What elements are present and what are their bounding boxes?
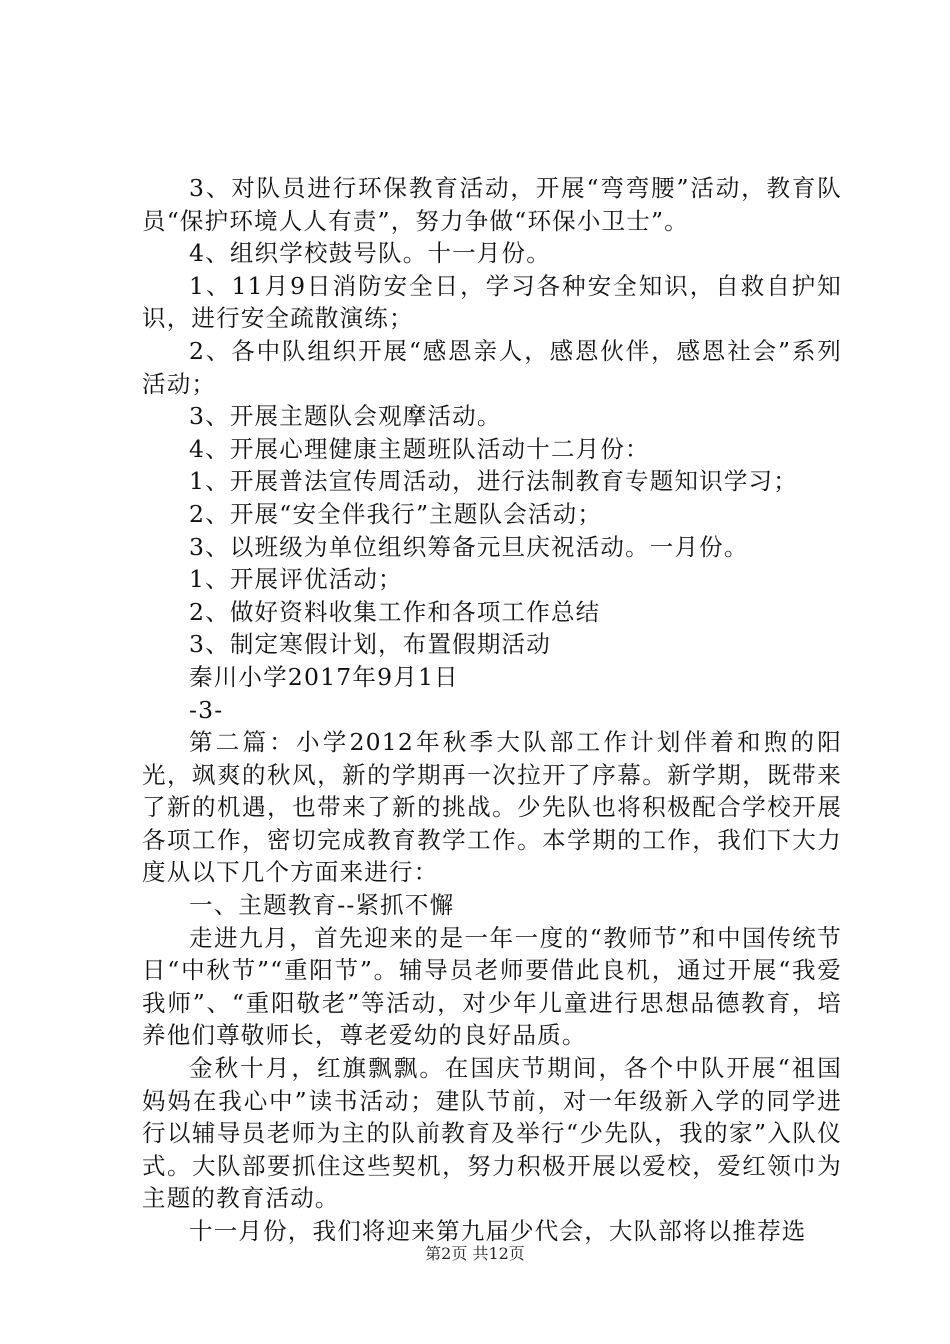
paragraph: 1、开展普法宣传周活动，进行法制教育专题知识学习； (189, 467, 798, 496)
paragraph: 走进九月，首先迎来的是一年一度的“教师节”和中国传统节日“中秋节”“重阳节”。辅导员老师要借此良机，通过开展“我爱我师”、“重阳敬老”等活动，对少年儿童进行思想品德教育，培养他们尊敬师长，尊老爱幼的良好品质。 (142, 923, 842, 1050)
paragraph: 3、制定寒假计划，布置假期活动 (189, 630, 551, 659)
section-heading: 一、主题教育--紧抓不懈 (189, 891, 455, 920)
paragraph: 3、对队员进行环保教育活动，开展“弯弯腰”活动，教育队员“保护环境人人有责”，努力争做“环保小卫士”。 (142, 174, 842, 235)
paragraph: 第二篇：小学2012年秋季大队部工作计划伴着和煦的阳光，飒爽的秋风，新的学期再一次拉开了序幕。新学期，既带来了新的机遇，也带来了新的挑战。少先队也将积极配合学校开展各项工作，密切完成教育教学工作。本学期的工作，我们下大力度从以下几个方面来进行： (142, 728, 842, 887)
paragraph: 4、组织学校鼓号队。十一月份。 (189, 239, 551, 268)
signature-line: 秦川小学2017年9月1日 (189, 662, 459, 691)
paragraph: 3、以班级为单位组织筹备元旦庆祝活动。一月份。 (189, 532, 749, 561)
paragraph: 2、各中队组织开展“感恩亲人，感恩伙伴，感恩社会”系列活动； (142, 336, 842, 398)
paragraph: 十一月份，我们将迎来第九届少代会，大队部将以推荐选 (189, 1217, 807, 1245)
document-body (142, 172, 842, 1248)
page-footer: 第2页 共12页 (425, 1244, 525, 1263)
paragraph: 金秋十月，红旗飘飘。在国庆节期间，各个中队开展“祖国妈妈在我心中”读书活动；建队节前，对一年级新入学的同学进行以辅导员老师为主的队前教育及举行“少先队，我的家”入队仪式。大队部要抓住这些契机，努力积极开展以爱校，爱红领巾为主题的教育活动。 (142, 1054, 842, 1213)
paragraph: 4、开展心理健康主题班队活动十二月份： (189, 434, 650, 463)
paragraph: 2、做好资料收集工作和各项工作总结 (189, 597, 601, 626)
paragraph: 1、开展评优活动； (189, 565, 403, 594)
inline-page-number: -3- (189, 695, 224, 724)
paragraph: 3、开展主题队会观摩活动。 (189, 402, 502, 431)
paragraph: 2、开展“安全伴我行”主题队会活动； (189, 499, 603, 528)
paragraph: 1、11月9日消防安全日，学习各种安全知识，自救自护知识，进行安全疏散演练； (142, 271, 842, 333)
